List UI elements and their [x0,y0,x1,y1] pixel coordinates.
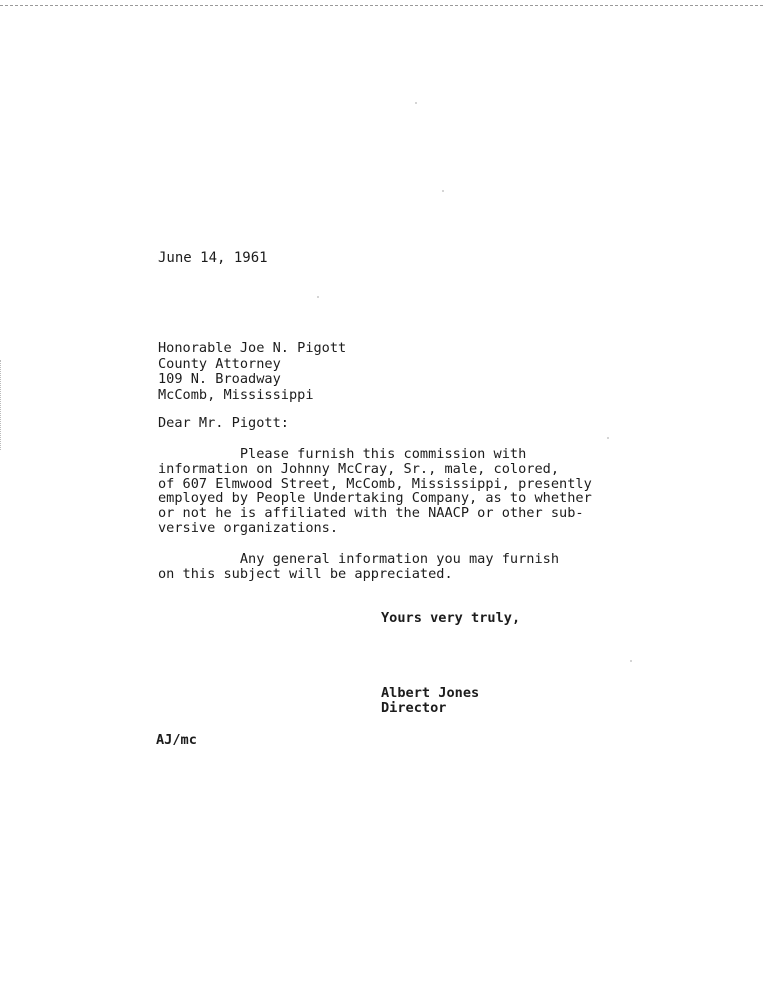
address-line: Honorable Joe N. Pigott [158,340,347,356]
recipient-address [158,341,346,403]
page-top-edge [0,0,763,6]
paragraph-line: information on Johnny McCray, Sr., male, colored, [158,460,560,477]
body-paragraph-1 [158,447,592,536]
paragraph-line: Please furnish this commission with [158,446,527,462]
letter-date: June 14, 1961 [158,250,268,266]
complimentary-close: Yours very truly, [381,610,521,626]
paragraph-line: Any general information you may furnish [158,551,560,567]
signer-title: Director [381,700,447,716]
paper-speck [415,102,417,104]
signature-block [381,686,479,716]
page-left-edge [0,360,3,450]
paragraph-line: versive organizations. [158,519,339,536]
paper-speck [607,437,609,439]
paragraph-line: employed by People Undertaking Company, as to whether [158,490,592,507]
address-line: County Attorney [158,355,281,372]
address-line: 109 N. Broadway [158,371,281,388]
paper-speck [442,190,444,192]
paragraph-line: of 607 Elmwood Street, McComb, Mississippi, presently [158,475,592,492]
typist-initials: AJ/mc [156,732,197,748]
address-line: McComb, Mississippi [158,386,314,403]
salutation: Dear Mr. Pigott: [158,415,289,431]
paragraph-line: on this subject will be appreciated. [158,565,453,582]
paper-speck [317,296,319,298]
signer-name: Albert Jones [381,685,480,701]
body-paragraph-2 [158,552,559,582]
paragraph-line: or not he is affiliated with the NAACP or other sub- [158,505,584,522]
paper-speck [630,660,632,662]
